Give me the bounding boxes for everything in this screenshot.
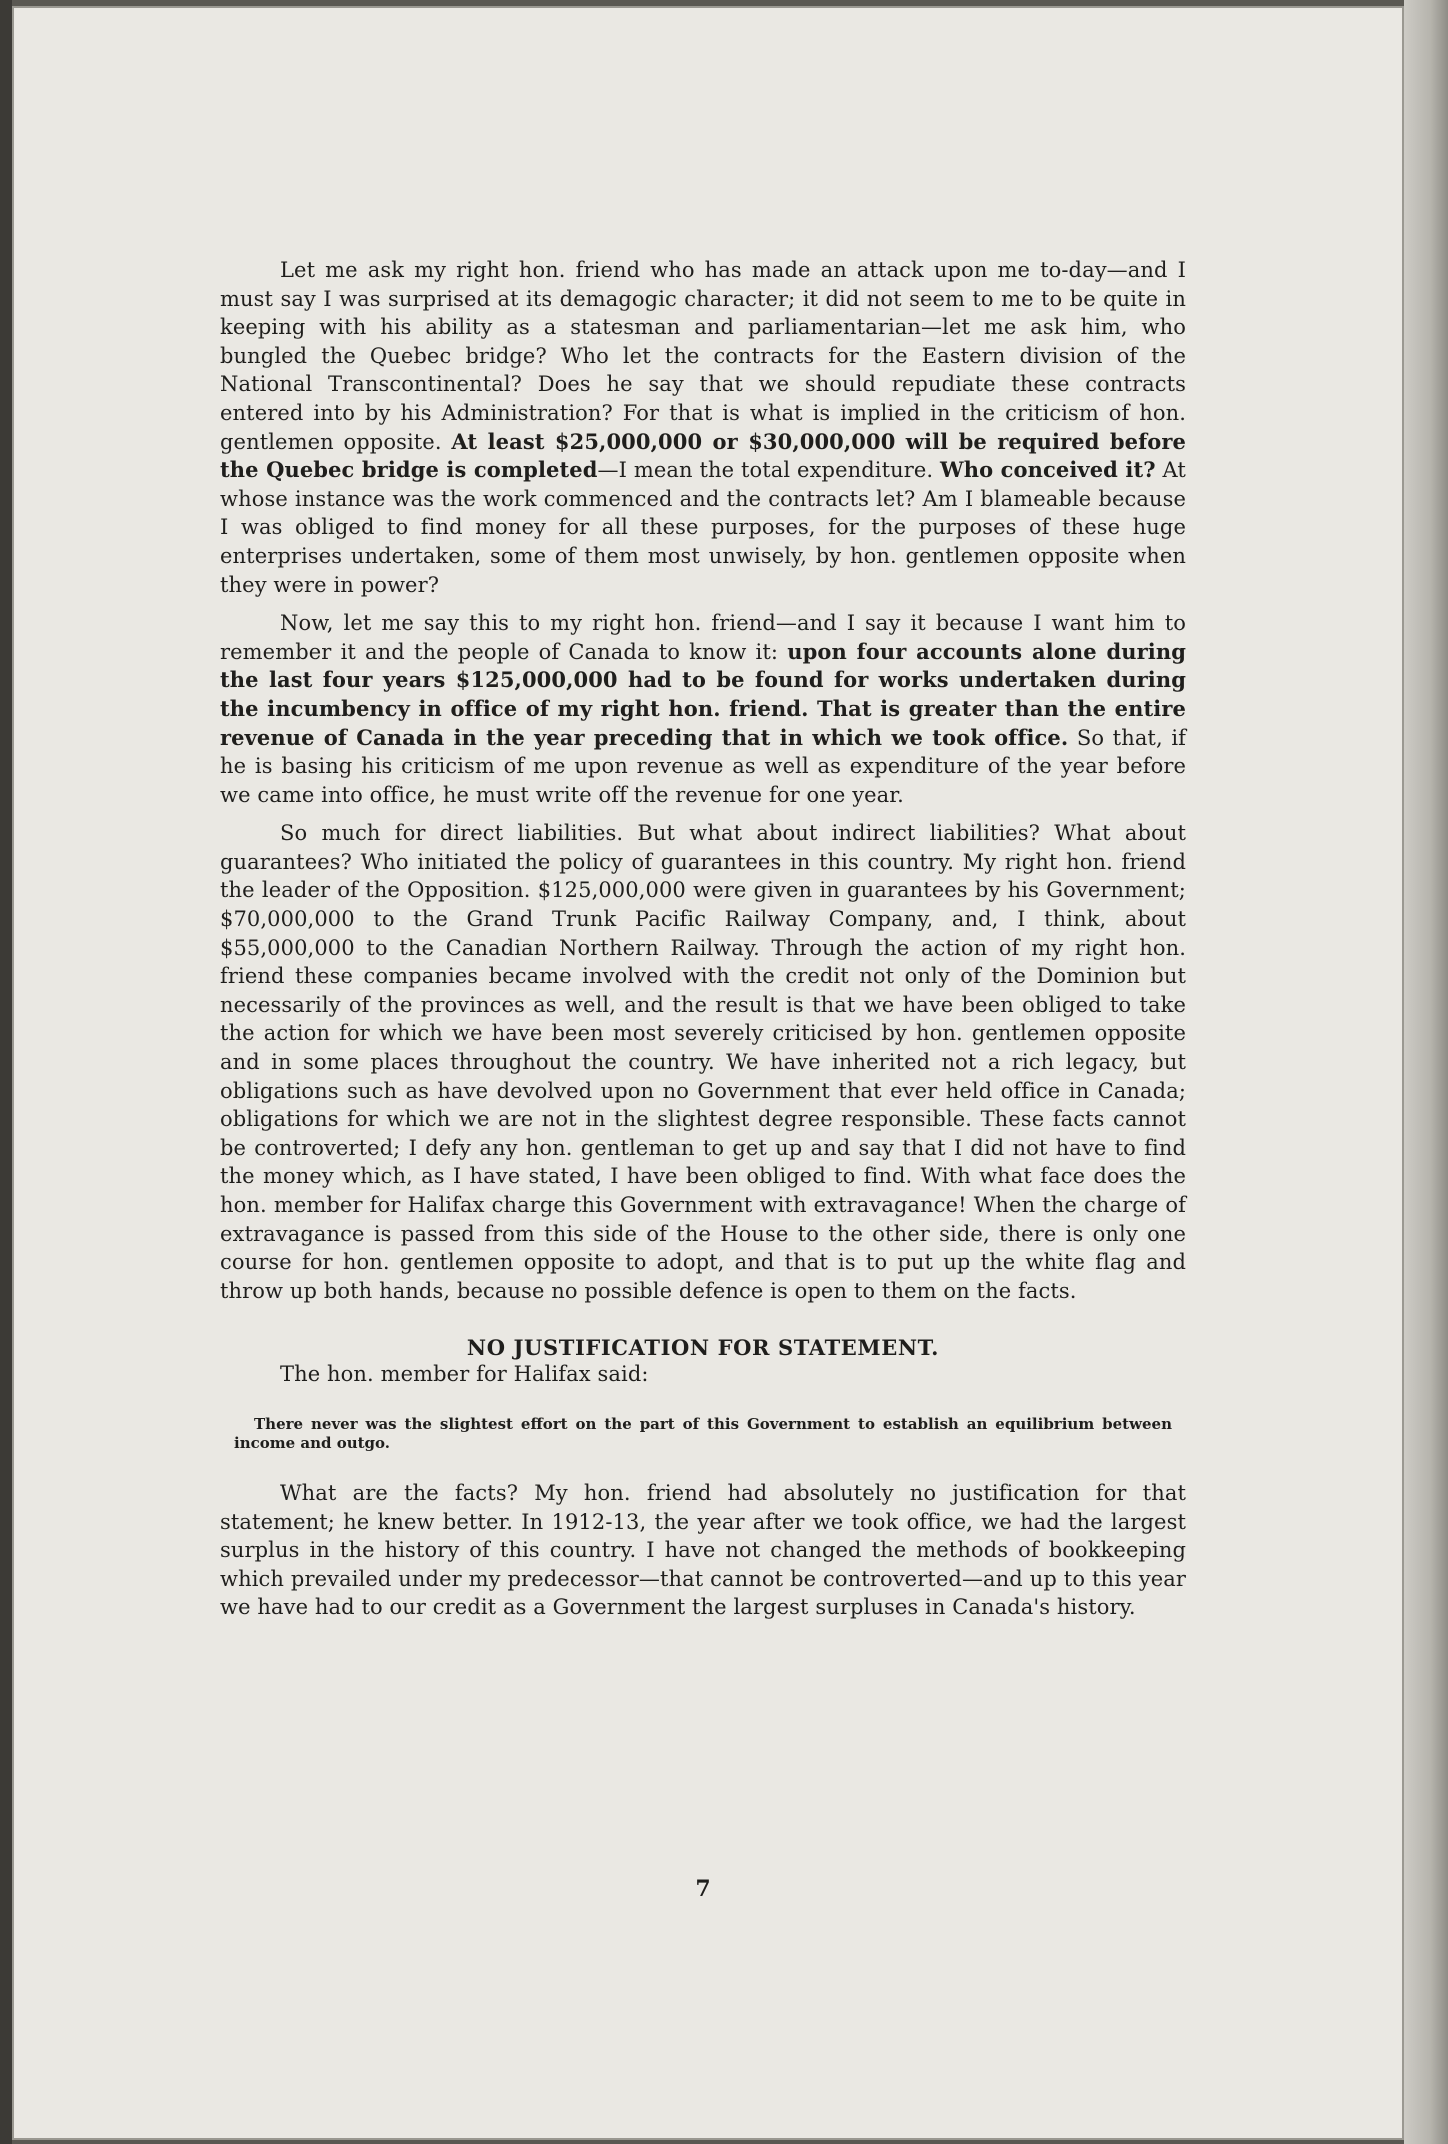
scan-right-edge	[1404, 0, 1448, 2144]
section-heading: NO JUSTIFICATION FOR STATEMENT.	[466, 1335, 940, 1361]
paragraph-2	[220, 609, 1186, 809]
paragraph-1-text-a: Let me ask my right hon. friend who has made an attack upon me to-day—and I must say I was surprised at its demagogic character; it did not seem to me to be quite in keeping with his ability as a statesman and parliamentarian—let me ask him, who bungled the Quebec bridge? Who let the contracts for the Eastern division of the National Transcontinental? Does he say that we should repudiate these contracts entered into by his Administration? For that is what is implied in the criticism of hon. gentlemen opposite.	[220, 258, 1186, 454]
quotation: There never was the slightest effort on the part of this Government to establish an equilibrium between income and outgo.	[234, 1414, 1172, 1452]
intro-line: The hon. member for Halifax said:	[280, 1362, 649, 1387]
paragraph-4: What are the facts? My hon. friend had absolutely no justification for that statement; he knew better. In 1912-13, the year after we took office, we had the largest surplus in the history of this country. I have not changed the methods of bookkeeping which prevailed under my predecessor—that cannot be controverted—and up to this year we have had to our credit as a Government the largest surpluses in Canada's history.	[220, 1480, 1186, 1620]
paragraph-1	[220, 256, 1186, 599]
document-page	[12, 6, 1404, 2140]
paragraph-1-text-b: —I mean the total expenditure.	[597, 458, 941, 483]
paragraph-2-text-b: So that, if he is basing his criticism of me upon revenue as well as expenditure of the year before we came into office, he must write off the revenue for one year.	[220, 725, 1187, 807]
paragraph-2-bold: upon four accounts alone during the last four years $125,000,000 had to be found for works undertaken during the incumbency in office of my right hon. friend. That is greater than the entire revenue of Canada in the year preceding that in which we took office.	[220, 638, 1186, 750]
paragraph-3: So much for direct liabilities. But what about indirect liabilities? What about guarantees? Who initiated the policy of guarantees in this country. My right hon. friend the leader of the Opposition. $125,000,000 were given in guarantees by his Government; $70,000,000 to the Grand Trunk Pacific Railway Company, and, I think, about $55,000,000 to the Canadian Northern Railway. Through the action of my right hon. friend these companies became involved with the credit not only of the Dominion but necessarily of the provinces as well, and the result is that we have been obliged to take the action for which we have been most severely criticised by hon. gentlemen opposite and in some places throughout the country. We have inherited not a rich legacy, but obligations such as have devolved upon no Government that ever held office in Canada; obligations for which we are not in the slightest degree responsible. These facts cannot be controverted; I defy any hon. gentleman to get up and say that I did not have to find the money which, as I have stated, I have been obliged to find. With what face does the hon. member for Halifax charge this Government with extravagance! When the charge of extravagance is passed from this side of the House to the other side, there is only one course for hon. gentlemen opposite to adopt, and that is to put up the white flag and throw up both hands, because no possible defence is open to them on the facts.	[220, 821, 1186, 1303]
scan-left-edge	[0, 0, 12, 2144]
page-number: 7	[695, 1876, 711, 1902]
page-content	[220, 256, 1187, 1902]
paragraph-2-text-a: Now, let me say this to my right hon. friend—and I say it because I want him to remember it and the people of Canada to know it:	[220, 611, 1186, 664]
paragraph-1-bold-b: Who conceived it?	[940, 457, 1156, 483]
paragraph-1-text-c: At whose instance was the work commenced and the contracts let? Am I blameable because I was obliged to find money for all these purposes, for the purposes of these huge enterprises undertaken, some of them most unwisely, by hon. gentlemen opposite when they were in power?	[220, 458, 1186, 597]
paragraph-1-bold-a: At least $25,000,000 or $30,000,000 will be required before the Quebec bridge is completed	[220, 428, 1186, 483]
